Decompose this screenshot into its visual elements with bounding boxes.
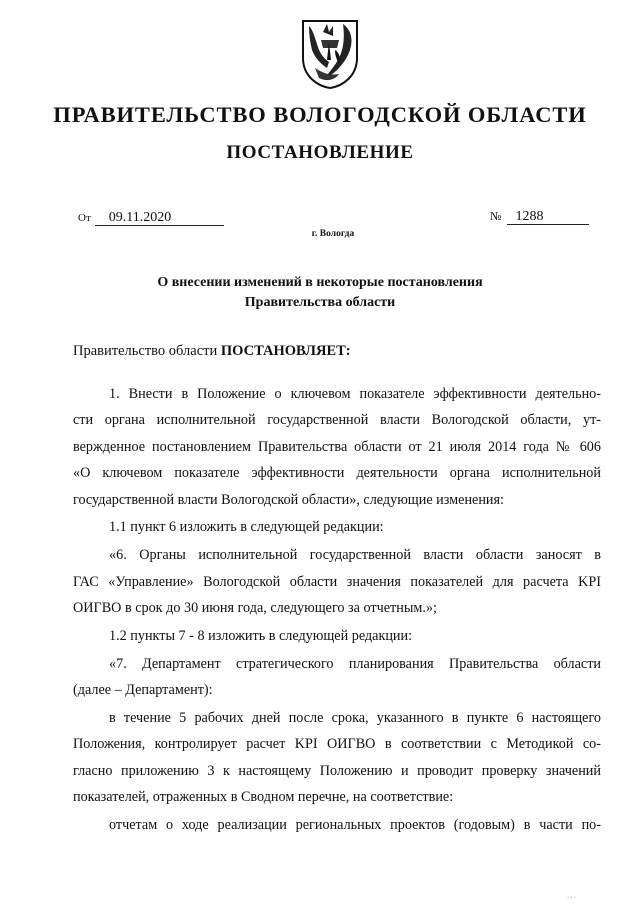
document-date — [78, 210, 224, 226]
paragraph — [73, 542, 601, 621]
page-mark: · · · — [567, 895, 576, 901]
number-prefix: № — [490, 209, 502, 223]
decree-verb: ПОСТАНОВЛЯЕТ: — [220, 343, 351, 359]
document-body — [73, 381, 601, 840]
paragraph — [73, 705, 601, 811]
paragraph — [73, 623, 601, 649]
text-line: ГАС «Управление» Вологодской области значения показателей для расчета KPI — [73, 573, 601, 590]
text-line: «7. Департамент стратегического планирования Правительства области — [109, 655, 601, 672]
text-line: «О ключевом показателе эффективности деятельности органа исполнительной — [73, 465, 601, 482]
document-subject — [0, 273, 640, 313]
text-line: сти органа исполнительной государственной власти Вологодской области, ут- — [73, 412, 601, 429]
text-line: 1.1 пункт 6 изложить в следующей редакции: — [109, 519, 384, 536]
text-line: показателей, отраженных в Сводном перечне, на соответствие: — [73, 789, 454, 806]
government-title: ПРАВИТЕЛЬСТВО ВОЛОГОДСКОЙ ОБЛАСТИ — [53, 102, 587, 127]
vologda-coat-of-arms-icon — [299, 18, 361, 90]
text-line: 1.2 пункты 7 - 8 изложить в следующей редакции: — [109, 627, 413, 644]
document-type: ПОСТАНОВЛЕНИЕ — [226, 142, 414, 163]
date-prefix: От — [78, 212, 91, 224]
decree-line — [73, 343, 351, 360]
subject-line: О внесении изменений в некоторые постановления — [157, 275, 483, 290]
date-value: 09.11.2020 — [95, 210, 224, 226]
text-line: отчетам о ходе реализации региональных проектов (годовым) в части по- — [109, 816, 601, 833]
number-value: 1288 — [507, 209, 589, 225]
text-line: государственной власти Вологодской области», следующие изменения: — [73, 491, 504, 508]
text-line: вержденное постановлением Правительства области от 21 июля 2014 года № 606 — [73, 438, 601, 455]
text-line: в течение 5 рабочих дней после срока, указанного в пункте 6 настоящего — [109, 709, 601, 726]
text-line: 1. Внести в Положение о ключевом показателе эффективности деятельно- — [109, 386, 601, 402]
document-number — [490, 209, 589, 225]
paragraph — [73, 381, 601, 513]
decree-prefix: Правительство области — [73, 343, 218, 359]
paragraph — [73, 651, 601, 704]
text-line: (далее – Департамент): — [73, 682, 213, 699]
text-line: Положения, контролирует расчет KPI ОИГВО в соответствии с Методикой со- — [73, 736, 601, 753]
text-line: ОИГВО в срок до 30 июня года, следующего за отчетным.»; — [73, 600, 437, 617]
city: г. Вологда — [311, 229, 355, 239]
subject-line: Правительства области — [244, 295, 396, 310]
text-line: гласно приложению 3 к настоящему Положению и проводит проверку значений — [73, 762, 601, 779]
paragraph — [73, 812, 601, 838]
text-line: «6. Органы исполнительной государственной власти области заносят в — [109, 547, 601, 564]
paragraph — [73, 514, 601, 540]
